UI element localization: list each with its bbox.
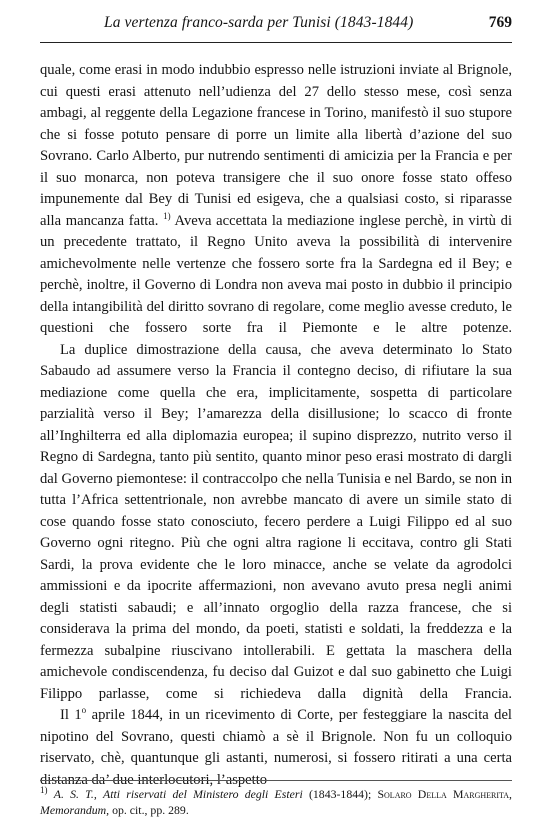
paragraph-2: La duplice dimostrazione della causa, che aveva determinato lo Stato Sabaudo ad assumere verso la Francia il contegno deciso, di rifiutare la sua mediazione come quella che era, implicitamente, sospetta di particolare parzialità verso il Bey; l’amarezza della disillusione; lo scacco di fronte all’Inghilterra ed alla diplomazia europea; il supino disprezzo, nutrito verso il Regno di Sardegna, tanto più sentito, quanto minor peso erasi mostrato di dargli dal Governo piemontese: il contraccolpo che nella Tunisia e nel Bardo, se non in tutta l’Africa settentrionale, non avrebbe mancato di avere un simile stato di cose quando fosse stato conosciuto, fecero perdere a Luigi Filippo ed al suo Governo ogni ritegno. Più che ogni altra ragione li eccitava, contro gli Stati Sardi, la prova evidente che le loro minacce, anche se velate da agrodolci ammissioni e da ipocrite affermazioni, non avevano avuto presa negli animi degli statisti sabaudi; e all’innato orgoglio della razza francese, che si considerava la prima del mondo, da poeti, statisti e soldati, la freddezza e la fermezza subalpine riuscivano intollerabili. E gettata la maschera della amichevole condiscendenza, fu deciso dal Guizot e dal suo gabinetto che Luigi Filippo parlasse, come si richiedeva dalla dignità della Francia. (40, 341, 512, 702)
ordinal-superscript: o (81, 705, 87, 716)
page-number: 769 (488, 14, 512, 31)
paragraph-1 (40, 60, 512, 340)
footnote-marker: 1) (40, 785, 48, 796)
paragraph-3 (40, 705, 512, 791)
paragraph-3-text-post: aprile 1844, in un ricevimento di Corte, per festeggiare la nascita del nipotino del Sovrano, questi chiamò a sè il Brignole. Non fu un colloquio riservato, chè, quantunque gli astanti, numerosi, si fossero ritirati a una certa distanza da’ due interlocutori, l’aspetto (40, 707, 512, 788)
header-rule (40, 42, 512, 43)
body-text (40, 60, 512, 791)
footnote-years: (1843-1844); (308, 787, 372, 801)
running-title: La vertenza franco-sarda per Tunisi (1843-1844) (104, 14, 414, 31)
footnote-source-label: A. S. T., (53, 787, 97, 801)
footnote-rule (40, 780, 512, 781)
footnote-author: Solaro Della Margherita, (377, 787, 512, 801)
footnote-1 (40, 786, 512, 818)
footnote-work: Memorandum, (40, 803, 110, 817)
footnote-ref: op. cit., pp. 289. (112, 803, 189, 817)
paragraph-1-text-b: Aveva accettata la mediazione inglese perchè, in virtù di un precedente trattato, il Regno Unito aveva la possibilità di intervenire amichevolmente nelle vertenze che fossero sorte fra la Sardegna ed il Bey; e perchè, inoltre, il Governo di Londra non aveva mai posto in dubbio il principio della intangibilità del diritto sovrano di regolare, come meglio avesse creduto, le questioni che fossero sorte fra il Piemonte e le altre potenze. (40, 212, 513, 336)
running-header (104, 14, 512, 36)
paragraph-1-text-a: quale, come erasi in modo indubbio espresso nelle istruzioni inviate al Brignole, cui questi erasi attenuto nell’udienza del 27 dello stesso mese, così senza ambagi, al reggente della Legazione francese in Torino, manifestò il suo stupore che si fosse potuto pensare di porre un limite alla libertà d’azione del suo Sovrano. Carlo Alberto, pur nutrendo sentimenti di amicizia per la Francia e per il suo monarca, non poteva transigere che il suo onore fosse stato offeso impunemente dal Bey di Tunisi ed esigeva, che a qualsiasi costo, si riparasse alla mancanza fatta. (40, 62, 512, 229)
footnote (40, 786, 512, 818)
footnote-title: Atti riservati del Ministero degli Esteri (103, 787, 303, 801)
paragraph-3-text-pre: Il 1 (60, 707, 82, 723)
footnote-reference: 1) (163, 210, 171, 221)
